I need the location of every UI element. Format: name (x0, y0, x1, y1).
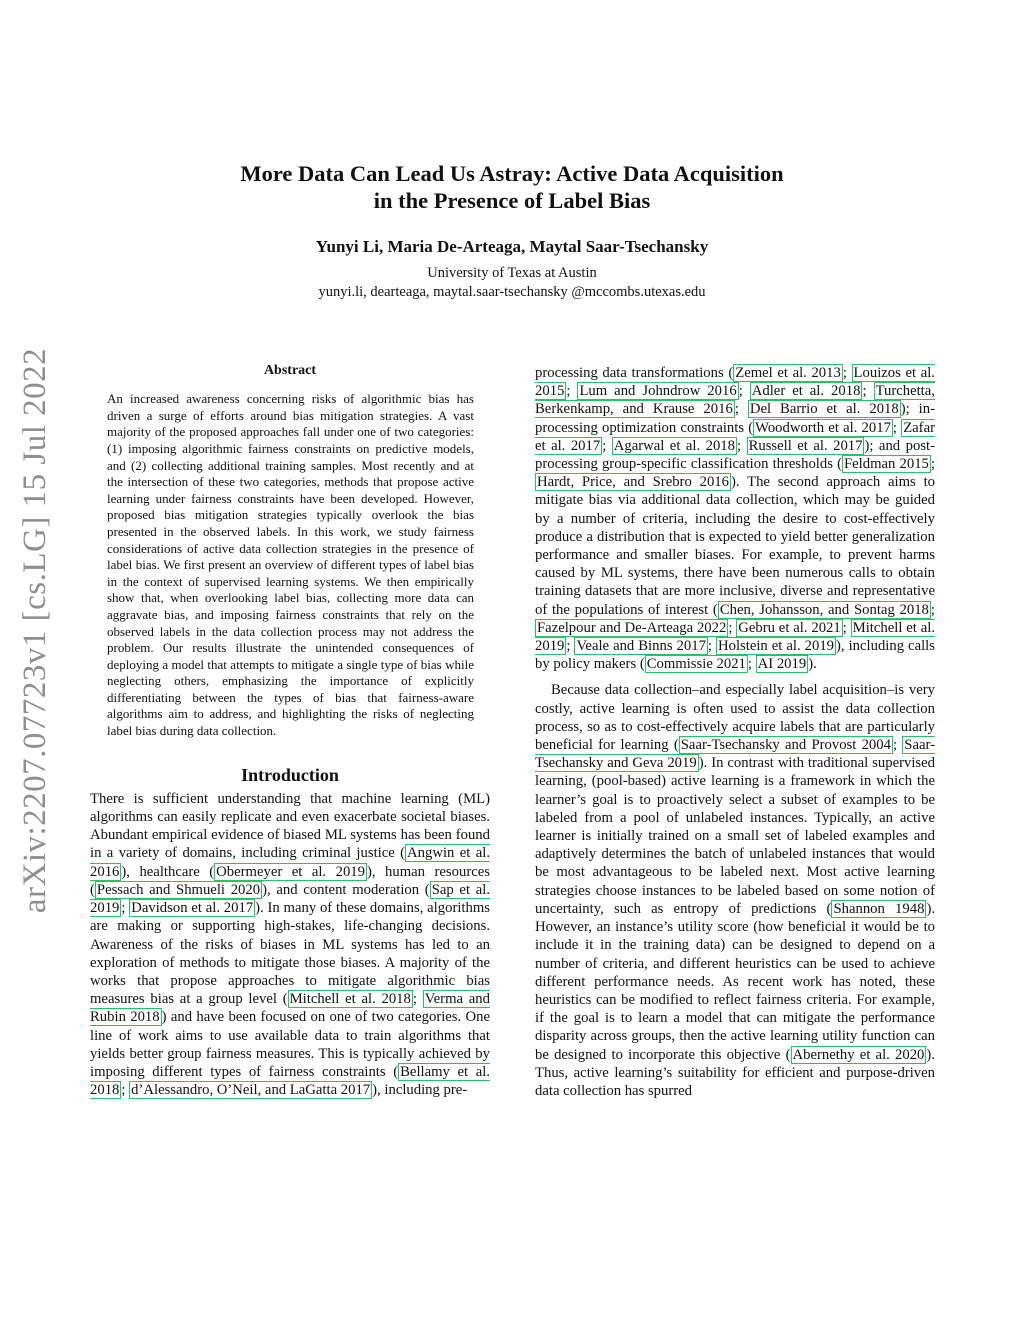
arxiv-stamp (16, 280, 56, 980)
text-run: ), including calls by policy makers ( (535, 638, 935, 673)
text-run: ). (808, 656, 817, 673)
citation-link[interactable]: Mitchell et al. 2018 (289, 991, 411, 1008)
citation-link[interactable]: Turchetta, Berkenkamp, and Krause 2016 (535, 383, 935, 418)
citation-link[interactable]: AI 2019 (757, 656, 807, 673)
citation-link[interactable]: Davidson et al. 2017 (131, 900, 254, 917)
text-run: ; (602, 437, 612, 454)
text-run: ), healthcare ( (121, 863, 215, 880)
citation-link[interactable]: Veale and Binns 2017 (576, 638, 706, 655)
text-run: Because data collection–and especially label acquisition–is very costly, active learning is often used to assist the data collection process, so as to cost-effectively acquire labels that are particularly beneficial for learning ( (535, 682, 935, 754)
citation-link[interactable]: Feldman 2015 (843, 456, 929, 473)
title-line-1: More Data Can Lead Us Astray: Active Data Acquisition (240, 161, 784, 186)
abstract-text: An increased awareness concerning risks of algorithmic bias has driven a surge of efforts around bias mitigation strategies. A vast majority of the proposed approaches fall under one of two categories: (1) imposing algorithmic fairness constraints on predictive models, and (2) collecting additional training samples. Most recently and at the intersection of these two categories, methods that propose active learning under fairness constraints have been developed. However, proposed bias mitigation strategies typically overlook the bias presented in the observed labels. In this work, we study fairness considerations of active data collection strategies in the presence of label bias. We first present an overview of different types of label bias in the context of supervised learning systems. We then empirically show that, when overlooking label bias, collecting more data can aggravate bias, and imposing fairness constraints that rely on the observed labels in the data collection process may not address the problem. Our results illustrate the unintended consequences of deploying a model that attempts to mitigate a single type of bias while neglecting others, emphasizing the importance of explicitly differentiating between the types of bias that fairness-aware algorithms aim to address, and highlighting the risks of neglecting label bias during data collection. (107, 391, 474, 739)
citation-link[interactable]: Pessach and Shmueli 2020 (96, 881, 261, 898)
intro-paragraph (90, 790, 490, 1099)
text-run: ). In many of these domains, algorithms are making or supporting high-stakes, life-changing decisions. Awareness of the risks of biases in ML systems has led to an exploration of methods to mitigate those biases. A majority of the works that propose approaches to mitigate algorithmic bias measures bias at a group level ( (90, 900, 490, 1008)
citation-link[interactable]: Woodworth et al. 2017 (755, 419, 891, 436)
citation-link[interactable]: Bellamy et al. 2018 (90, 1063, 490, 1099)
text-run: ; (728, 619, 737, 636)
author-emails: yunyi.li, dearteaga, maytal.saar-tsechansky @mccombs.utexas.edu (318, 284, 706, 300)
text-run: ; (930, 456, 935, 473)
text-run: ); and post-processing group-specific classification thresholds ( (535, 437, 935, 473)
citation-link[interactable]: Angwin et al. 2016 (90, 845, 490, 880)
citation-link[interactable]: Saar-Tsechansky and Geva 2019 (535, 737, 935, 772)
citation-link[interactable]: d’Alessandro, O’Neil, and LaGatta 2017 (131, 1082, 371, 1099)
text-run: processing data transformations ( (535, 365, 734, 381)
citation-link[interactable]: Russell et al. 2017 (748, 437, 863, 454)
text-run: ), and content moderation ( (262, 881, 430, 898)
text-run: ). The second approach aims to mitigate bias via additional data collection, which may be guided by a number of criteria, including the desire to cost-effectively produce a distribution that is expected to yield better generalization performance and smaller biases. For example, to prevent harms caused by ML systems, there have been numerous calls to obtain training datasets that are more inclusive, diverse and representative of the populations of interest ( (535, 474, 936, 618)
citation-link[interactable]: Holstein et al. 2019 (718, 638, 835, 655)
citation-link[interactable]: Del Barrio et al. 2018 (749, 401, 899, 418)
text-run: ; (862, 383, 874, 400)
arxiv-identifier: arXiv:2207.07723v1 [cs.LG] 15 Jul 2022 (17, 347, 54, 913)
text-run: ; (566, 383, 578, 400)
text-run: There is sufficient understanding that machine learning (ML) algorithms can easily replicate and even exacerbate societal biases. Abundant empirical evidence of biased ML systems has been found in a variety of domains, including criminal justice ( (90, 790, 490, 862)
text-run: ; (707, 638, 716, 655)
affiliation: University of Texas at Austin (427, 265, 597, 281)
text-run: ). In contrast with traditional supervised learning, (pool-based) active learning is a framework in which the learner’s goal is to proactively select a subset of examples to be labeled from a pool of unlabeled instances. Typically, an active learner is initially trained on a small set of labeled examples and adaptively determines the batch of unlabeled instances that would be most advantageous to be labeled next. Most active learning strategies choose instances to be labeled based on some notion of uncertainty, such as entropy of predictions ( (535, 755, 935, 917)
text-run: ; (121, 1082, 130, 1099)
text-run: ; (892, 737, 903, 754)
citation-link[interactable]: Louizos et al. 2015 (535, 365, 935, 400)
citation-link[interactable]: Fazelpour and De-Arteaga 2022 (537, 619, 727, 636)
citation-link[interactable]: Saar-Tsechansky and Provost 2004 (680, 737, 891, 754)
citation-link[interactable]: Chen, Johansson, and Sontag 2018 (719, 601, 929, 618)
active-learning-paragraph (535, 681, 935, 1100)
text-run: ; (842, 365, 852, 381)
citation-link[interactable]: Sap et al. 2019 (90, 881, 491, 917)
citation-link[interactable]: Verma and Rubin 2018 (90, 991, 490, 1026)
text-run: ); in-processing optimization constraints ( (535, 401, 935, 436)
text-run: ; (121, 900, 130, 917)
text-run: ; (566, 638, 575, 655)
citation-link[interactable]: Agarwal et al. 2018 (613, 437, 735, 454)
affiliation-block (140, 264, 884, 302)
citation-link[interactable]: Abernethy et al. 2020 (792, 1046, 925, 1063)
author-list: Yunyi Li, Maria De-Arteaga, Maytal Saar-Tsechansky (315, 237, 709, 256)
text-run: ; (930, 601, 935, 618)
text-run: ). Thus, active learning’s suitability for efficient and purpose-driven data collection has spurred (535, 1046, 935, 1099)
citation-link[interactable]: Shannon 1948 (833, 900, 925, 917)
text-run: ; (892, 419, 902, 436)
right-column (535, 364, 935, 1100)
text-run: ; (738, 383, 750, 400)
text-run: ; (842, 619, 851, 636)
text-run: ), including pre- (372, 1082, 468, 1099)
left-column (90, 362, 490, 1099)
abstract-heading: Abstract (263, 363, 317, 378)
related-work-paragraph (535, 364, 935, 673)
text-run: ), human resources ( (90, 863, 490, 898)
citation-link[interactable]: Zafar et al. 2017 (535, 419, 935, 454)
title-line-2: in the Presence of Label Bias (373, 188, 651, 213)
citation-link[interactable]: Obermeyer et al. 2019 (216, 863, 365, 880)
paper-title (140, 160, 884, 214)
text-run: ). However, an instance’s utility score (how beneficial it would be to include it in the training data) can be designed to depend on a number of criteria, and different heuristics can be used to achieve different performance needs. As recent work has noted, these heuristics can be modified to reflect fairness criteria. For example, if the goal is to learn a model that can mitigate the performance disparity across groups, then the active learning utility function can be designed to incorporate this objective ( (535, 900, 936, 1063)
text-run: ; (734, 401, 748, 418)
citation-link[interactable]: Hardt, Price, and Srebro 2016 (537, 474, 729, 491)
text-run: ; (412, 991, 423, 1008)
citation-link[interactable]: Mitchell et al. 2019 (535, 619, 935, 655)
citation-link[interactable]: Lum and Johndrow 2016 (579, 383, 737, 400)
citation-link[interactable]: Gebru et al. 2021 (738, 619, 841, 636)
introduction-heading: Introduction (241, 764, 339, 785)
text-run: ; (747, 656, 756, 673)
text-run: ; (737, 437, 747, 454)
citation-link[interactable]: Zemel et al. 2013 (735, 365, 841, 381)
citation-link[interactable]: Commissie 2021 (646, 656, 746, 673)
paper-header (140, 160, 884, 302)
citation-link[interactable]: Adler et al. 2018 (751, 383, 861, 400)
text-run: ) and have been focused on one of two categories. One line of work aims to use available data to train algorithms that yields better group fairness measures. This is typically achieved by imposing different types of fairness constraints ( (90, 1009, 490, 1080)
